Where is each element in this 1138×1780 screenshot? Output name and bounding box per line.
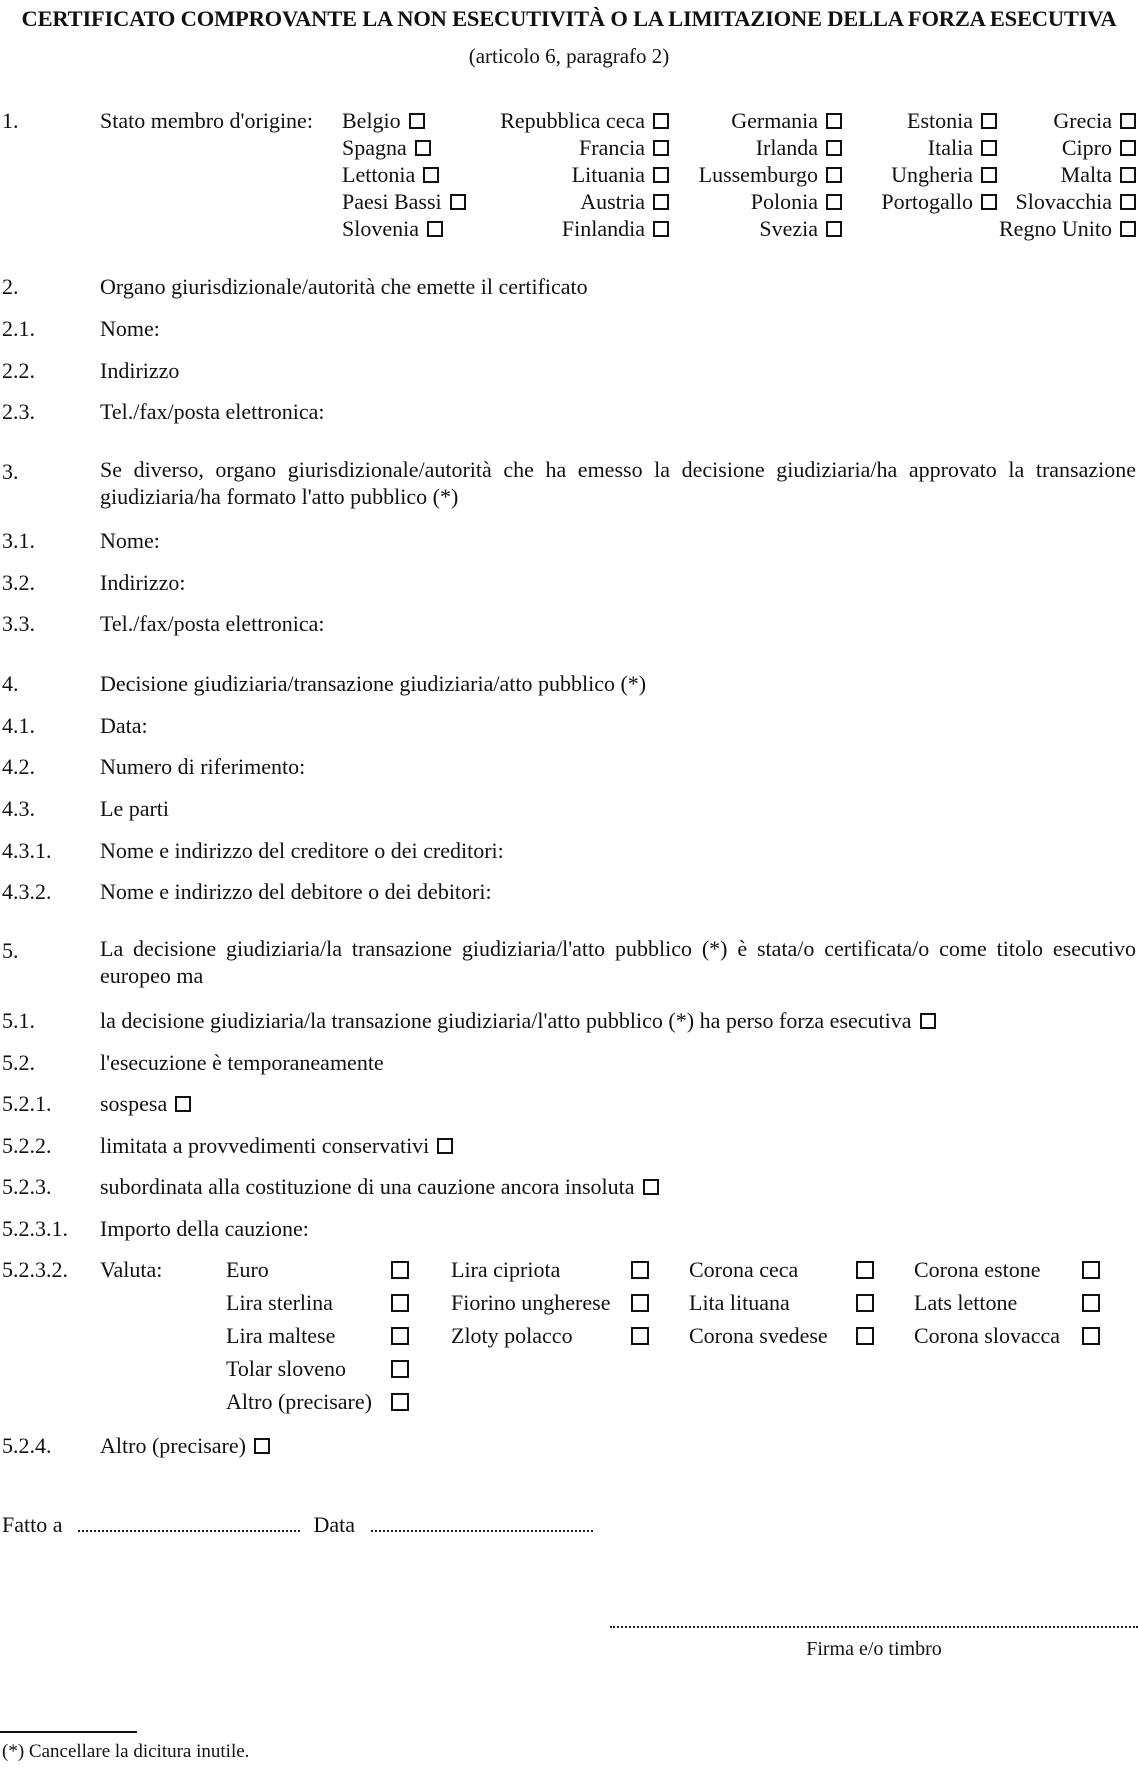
signature-label: Firma e/o timbro [806,1638,942,1660]
item-5-2-3-2-number: 5.2.3.2. [2,1257,68,1282]
item-5-2-3-1-text: Importo della cauzione: [100,1216,309,1241]
item-4-3-number: 4.3. [2,796,35,821]
item-5-2-3 [100,1176,659,1198]
currency-checkbox[interactable] [631,1294,649,1312]
currency-label: Lira sterlina [226,1290,333,1315]
item-2-2-number: 2.2. [2,358,35,383]
item-5-2-1-number: 5.2.1. [2,1091,52,1116]
currency-checkbox[interactable] [631,1261,649,1279]
country-option [731,110,842,132]
country-option [1062,137,1136,159]
country-label: Lettonia [342,162,416,187]
country-label: Spagna [342,135,407,160]
country-label: Malta [1060,162,1112,187]
country-checkbox[interactable] [653,194,669,210]
country-label: Francia [579,135,645,160]
country-checkbox[interactable] [1120,221,1136,237]
item-5-1-number: 5.1. [2,1008,35,1033]
currency-label: Lira maltese [226,1323,336,1348]
country-label: Polonia [750,189,818,214]
item-4-3-2-number: 4.3.2. [2,879,52,904]
item-4-3-2-text: Nome e indirizzo del debitore o dei debitori: [100,879,492,904]
country-label: Repubblica ceca [500,108,645,133]
item-3-1-number: 3.1. [2,528,35,553]
item-5-2-2-text: limitata a provvedimenti conservativi [100,1133,430,1158]
currency-checkbox[interactable] [856,1294,874,1312]
item-5-2-number: 5.2. [2,1050,35,1075]
country-option [580,191,669,213]
currency-label: Corona ceca [689,1257,799,1282]
currency-checkbox[interactable] [391,1261,409,1279]
protective-measures-checkbox[interactable] [437,1138,453,1154]
country-option [342,110,425,132]
date-field[interactable] [371,1528,593,1532]
country-checkbox[interactable] [826,140,842,156]
item-5-2-2-number: 5.2.2. [2,1133,52,1158]
country-option [342,164,439,186]
country-option [881,191,997,213]
footnote-rule [0,1731,137,1733]
country-label: Italia [927,135,973,160]
country-option [342,191,466,213]
country-option [342,137,431,159]
country-label: Svezia [759,216,818,241]
item-2-2-text: Indirizzo [100,358,180,383]
place-field[interactable] [78,1528,300,1532]
country-label: Cipro [1061,135,1112,160]
currency-checkbox[interactable] [631,1327,649,1345]
country-checkbox[interactable] [826,113,842,129]
country-label: Germania [731,108,818,133]
currency-label: Corona svedese [689,1323,828,1348]
currency-label: Corona slovacca [914,1323,1060,1348]
currency-checkbox[interactable] [391,1327,409,1345]
currency-checkbox[interactable] [391,1294,409,1312]
country-option [759,218,842,240]
country-label: Grecia [1053,108,1112,133]
section-3-heading: Se diverso, organo giurisdizionale/autorità che ha emesso la decisione giudiziaria/ha approvato la transazione giudiziaria/ha formato l'atto pubblico (*) [100,457,1136,509]
currency-label: Lira cipriota [451,1257,561,1282]
currency-label: Altro (precisare) [226,1389,372,1414]
date-label: Data [313,1512,356,1537]
currency-label: Euro [226,1257,269,1282]
country-checkbox[interactable] [981,194,997,210]
item-4-3-1-number: 4.3.1. [2,838,52,863]
currency-label: Lats lettone [914,1290,1018,1315]
section-5-heading: La decisione giudiziaria/la transazione giudiziaria/l'atto pubblico (*) è stata/o certificata/o come titolo esecutivo europeo ma [100,936,1136,988]
country-label: Estonia [907,108,973,133]
currency-label: Tolar sloveno [226,1356,347,1381]
item-5-2-3-1-number: 5.2.3.1. [2,1216,68,1241]
country-label: Lituania [571,162,645,187]
country-label: Regno Unito [998,216,1112,241]
currency-checkbox[interactable] [391,1360,409,1378]
item-4-3-text: Le parti [100,796,170,821]
country-option [572,164,669,186]
country-option [1015,191,1136,213]
currency-label: Corona estone [914,1257,1041,1282]
place-label: Fatto a [2,1512,63,1537]
currency-checkbox[interactable] [1082,1294,1100,1312]
country-checkbox[interactable] [981,167,997,183]
section-1-number: 1. [2,108,19,133]
item-5-2-4 [100,1435,270,1457]
place-date-line [2,1514,593,1536]
country-checkbox[interactable] [450,194,466,210]
country-checkbox[interactable] [1120,140,1136,156]
section-3-number: 3. [2,459,19,484]
country-option [756,137,842,159]
currency-checkbox[interactable] [391,1393,409,1411]
country-checkbox[interactable] [653,167,669,183]
section-1-label: Stato membro d'origine: [100,108,313,133]
section-2-heading: Organo giurisdizionale/autorità che emette il certificato [100,274,588,299]
item-3-3-number: 3.3. [2,611,35,636]
country-checkbox[interactable] [1120,167,1136,183]
country-option [699,164,842,186]
country-option [342,218,443,240]
country-checkbox[interactable] [1120,113,1136,129]
item-4-3-1-text: Nome e indirizzo del creditore o dei creditori: [100,838,504,863]
currency-label: Zloty polacco [451,1323,573,1348]
country-checkbox[interactable] [653,140,669,156]
section-4-number: 4. [2,671,19,696]
item-4-2-text: Numero di riferimento: [100,754,306,779]
country-label: Irlanda [755,135,818,160]
country-checkbox[interactable] [653,221,669,237]
item-4-1-number: 4.1. [2,713,35,738]
country-checkbox[interactable] [423,167,439,183]
item-5-2-text: l'esecuzione è temporaneamente [100,1050,384,1075]
item-2-1-number: 2.1. [2,316,35,341]
country-label: Paesi Bassi [342,189,442,214]
country-checkbox[interactable] [409,113,425,129]
country-checkbox[interactable] [1120,194,1136,210]
item-5-2-4-number: 5.2.4. [2,1433,52,1458]
country-label: Lussemburgo [698,162,818,187]
item-5-2-3-text: subordinata alla costituzione di una cauzione ancora insoluta [100,1174,635,1199]
other-checkbox[interactable] [254,1438,270,1454]
country-label: Slovacchia [1015,189,1112,214]
country-label: Belgio [342,108,401,133]
country-option [999,218,1136,240]
country-option [500,110,669,132]
country-checkbox[interactable] [653,113,669,129]
section-4-heading: Decisione giudiziaria/transazione giudiziaria/atto pubblico (*) [100,671,647,696]
currency-checkbox[interactable] [1082,1327,1100,1345]
section-5-number: 5. [2,938,19,963]
country-label: Austria [580,189,645,214]
country-checkbox[interactable] [981,113,997,129]
country-option [751,191,842,213]
item-5-2-2 [100,1135,453,1157]
section-2-number: 2. [2,274,19,299]
suspended-checkbox[interactable] [175,1096,191,1112]
item-2-3-text: Tel./fax/posta elettronica: [100,399,325,424]
lost-enforceability-checkbox[interactable] [920,1013,936,1029]
item-5-2-3-number: 5.2.3. [2,1174,52,1199]
signature-field[interactable] [610,1626,1138,1628]
country-option [579,137,669,159]
item-3-2-text: Indirizzo: [100,570,186,595]
country-checkbox[interactable] [415,140,431,156]
country-label: Ungheria [891,162,973,187]
item-3-3-text: Tel./fax/posta elettronica: [100,611,325,636]
currency-label: Lita lituana [689,1290,790,1315]
footnote: (*) Cancellare la dicitura inutile. [2,1741,250,1762]
item-5-2-1 [100,1093,191,1115]
country-checkbox[interactable] [981,140,997,156]
country-label: Slovenia [342,216,419,241]
item-4-1-text: Data: [100,713,148,738]
country-option [891,164,997,186]
currency-label: Valuta: [100,1257,163,1282]
country-checkbox[interactable] [826,194,842,210]
document-subtitle: (articolo 6, paragrafo 2) [468,44,670,68]
item-5-1-text: la decisione giudiziaria/la transazione giudiziaria/l'atto pubblico (*) ha perso forza esecutiva [100,1008,912,1033]
item-3-1-text: Nome: [100,528,160,553]
country-label: Finlandia [561,216,645,241]
currency-checkbox[interactable] [1082,1261,1100,1279]
country-option [928,137,997,159]
security-unpaid-checkbox[interactable] [643,1179,659,1195]
country-option [907,110,997,132]
country-option [562,218,669,240]
item-2-1-text: Nome: [100,316,160,341]
currency-label: Fiorino ungherese [451,1290,611,1315]
item-5-1 [100,1010,936,1032]
currency-checkbox[interactable] [856,1327,874,1345]
country-label: Portogallo [881,189,973,214]
item-3-2-number: 3.2. [2,570,35,595]
document-title: CERTIFICATO COMPROVANTE LA NON ESECUTIVITÀ O LA LIMITAZIONE DELLA FORZA ESECUTIVA [21,6,1117,31]
country-option [1053,110,1136,132]
item-5-2-4-text: Altro (precisare) [100,1433,246,1458]
item-2-3-number: 2.3. [2,399,35,424]
item-5-2-1-text: sospesa [100,1091,168,1116]
currency-checkbox[interactable] [856,1261,874,1279]
country-checkbox[interactable] [826,167,842,183]
item-4-2-number: 4.2. [2,754,35,779]
country-checkbox[interactable] [826,221,842,237]
country-option [1061,164,1136,186]
country-checkbox[interactable] [427,221,443,237]
